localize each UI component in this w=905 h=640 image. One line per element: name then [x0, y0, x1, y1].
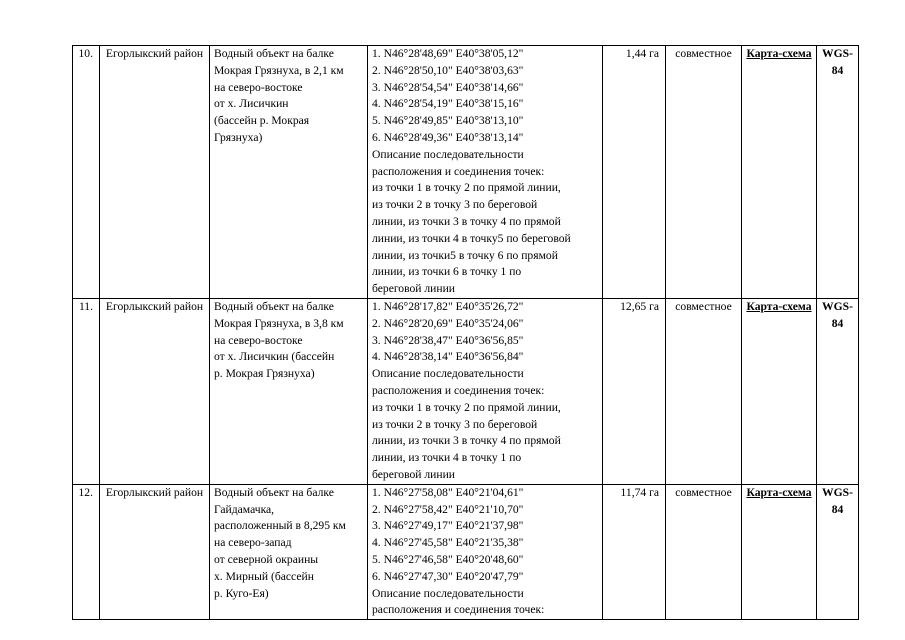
connection-description: Описание последовательности расположения и соединения точек:: [372, 586, 545, 617]
point-3: 3. N46°28'38,47" E40°36'56,85": [372, 333, 524, 347]
table-row: [73, 46, 859, 299]
point-2: 2. N46°28'20,69" E40°35'24,06": [372, 316, 524, 330]
map-scheme-cell: [742, 484, 817, 619]
document-page: [72, 45, 858, 620]
point-1: 1. N46°28'48,69" E40°38'05,12": [372, 47, 524, 60]
area-cell: 1,44 га: [603, 46, 666, 299]
object-description-cell: Водный объект на балке Мокрая Грязнуха, в 3,8 км на северо-востоке от х. Лисичкин (бассейн р. Мокрая Грязнуха): [210, 298, 368, 484]
map-scheme-cell: [742, 298, 817, 484]
water-objects-table: [72, 45, 859, 620]
table-row: [73, 484, 859, 619]
coordinates-cell: [368, 46, 603, 299]
district-cell: Егорлыкский район: [100, 298, 210, 484]
point-3: 3. N46°27'49,17" E40°21'37,98": [372, 519, 524, 533]
point-4: 4. N46°28'38,14" E40°36'56,84": [372, 350, 524, 364]
point-5: 5. N46°27'46,58" E40°20'48,60": [372, 552, 524, 566]
point-2: 2. N46°27'58,42" E40°21'10,70": [372, 502, 524, 516]
point-4: 4. N46°27'45,58" E40°21'35,38": [372, 536, 524, 550]
district-cell: Егорлыкский район: [100, 46, 210, 299]
coordinate-system-label: WGS-84: [822, 47, 853, 77]
row-number: 10.: [73, 46, 100, 299]
row-number: 11.: [73, 298, 100, 484]
table-row: [73, 298, 859, 484]
area-cell: 11,74 га: [603, 484, 666, 619]
usage-type-cell: совместное: [666, 46, 742, 299]
point-1: 1. N46°28'17,82" E40°35'26,72": [372, 299, 524, 313]
map-scheme-link[interactable]: Карта-схема: [746, 299, 812, 313]
connection-description: Описание последовательности расположения и соединения точек: из точки 1 в точку 2 по прямой линии, из точки 2 в точку 3 по береговой линии, из точки 3 в точку 4 по прямой линии, из точки 4 в точку 1 по береговой линии: [372, 367, 561, 481]
point-6: 6. N46°28'49,36" E40°38'13,14": [372, 130, 524, 144]
point-1: 1. N46°27'58,08" E40°21'04,61": [372, 485, 524, 499]
coordinate-system-label: WGS-84: [822, 485, 853, 516]
coordinate-system-cell: [817, 484, 859, 619]
map-scheme-link[interactable]: Карта-схема: [746, 485, 812, 499]
usage-type-cell: совместное: [666, 298, 742, 484]
coordinates-cell: [368, 298, 603, 484]
connection-description: Описание последовательности расположения и соединения точек: из точки 1 в точку 2 по прямой линии, из точки 2 в точку 3 по береговой линии, из точки 3 в точку 4 по прямой линии, из точки 4 в точку5 по береговой линии, из точки5 в точку 6 по прямой линии, из точки 6 в точку 1 по береговой линии: [372, 147, 571, 296]
point-6: 6. N46°27'47,30" E40°20'47,79": [372, 569, 524, 583]
usage-type-cell: совместное: [666, 484, 742, 619]
coordinate-system-label: WGS-84: [822, 299, 853, 330]
coordinate-system-cell: [817, 298, 859, 484]
point-2: 2. N46°28'50,10" E40°38'03,63": [372, 63, 524, 77]
point-5: 5. N46°28'49,85" E40°38'13,10": [372, 114, 524, 128]
coordinate-system-cell: [817, 46, 859, 299]
district-cell: Егорлыкский район: [100, 484, 210, 619]
area-cell: 12,65 га: [603, 298, 666, 484]
object-description-cell: Водный объект на балке Гайдамачка, расположенный в 8,295 км на северо-запад от северной окраины х. Мирный (бассейн р. Куго-Ея): [210, 484, 368, 619]
coordinates-cell: [368, 484, 603, 619]
point-4: 4. N46°28'54,19" E40°38'15,16": [372, 97, 524, 111]
point-3: 3. N46°28'54,54" E40°38'14,66": [372, 80, 524, 94]
row-number: 12.: [73, 484, 100, 619]
map-scheme-link[interactable]: Карта-схема: [746, 47, 812, 60]
map-scheme-cell: [742, 46, 817, 299]
object-description-cell: Водный объект на балке Мокрая Грязнуха, в 2,1 км на северо-востоке от х. Лисичкин (бассейн р. Мокрая Грязнуха): [210, 46, 368, 299]
